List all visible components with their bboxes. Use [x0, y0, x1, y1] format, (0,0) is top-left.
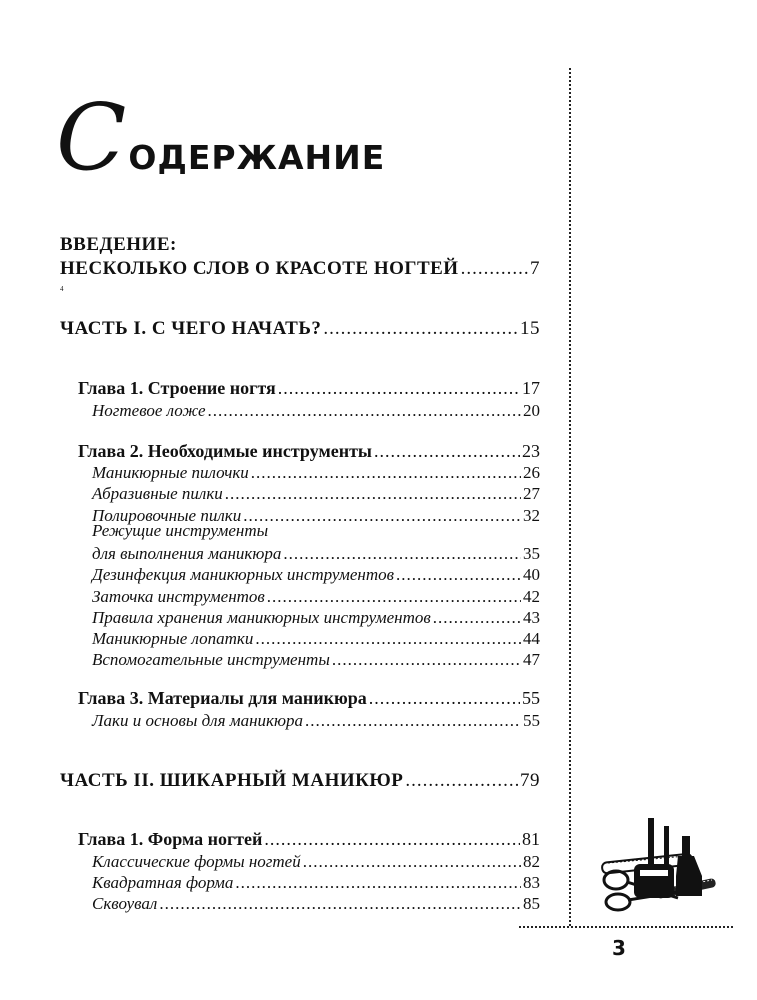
dot-leader — [369, 688, 520, 709]
toc-page-number: 82 — [523, 852, 540, 871]
dot-leader — [323, 318, 518, 340]
toc-entry-title: Глава 3. Материалы для маникюра — [78, 688, 367, 708]
toc-page-number: 79 — [520, 770, 540, 791]
dot-leader — [159, 894, 521, 914]
dot-leader — [251, 463, 521, 483]
dot-leader — [303, 852, 521, 872]
toc-chapter-part2-1[interactable] — [78, 829, 540, 850]
toc-page-number: 42 — [523, 587, 540, 606]
toc-entry-title: Дезинфекция маникюрных инструментов — [92, 565, 395, 584]
dot-leader — [225, 484, 521, 504]
toc-entry-title: Глава 2. Необходимые инструменты — [78, 441, 372, 461]
toc-subentry[interactable] — [92, 401, 540, 421]
dot-leader — [305, 711, 521, 731]
manicure-tools-icon — [598, 816, 718, 916]
toc-page-number: 40 — [523, 565, 540, 584]
dot-leader — [278, 378, 520, 399]
toc-subentry[interactable] — [92, 565, 540, 585]
toc-page-number: 32 — [523, 506, 540, 525]
toc-page-number: 55 — [522, 688, 540, 708]
toc-chapter-3[interactable] — [78, 688, 540, 709]
dot-leader — [374, 441, 520, 462]
toc-page-number: 26 — [523, 463, 540, 482]
toc-entry-title: Глава 1. Форма ногтей — [78, 829, 263, 849]
toc-page-number: 85 — [523, 894, 540, 913]
print-speck: 4 — [60, 285, 64, 293]
toc-subentry[interactable] — [92, 463, 540, 483]
toc-part-1[interactable] — [60, 318, 540, 340]
toc-entry-title: Маникюрные пилочки — [92, 463, 249, 482]
toc-part-2[interactable] — [60, 770, 540, 792]
toc-chapter-2[interactable] — [78, 441, 540, 462]
dot-leader — [283, 544, 521, 564]
toc-subentry[interactable] — [92, 650, 540, 670]
page-number: 3 — [612, 936, 626, 960]
dot-leader — [267, 587, 521, 607]
toc-page-number: 27 — [523, 484, 540, 503]
toc-entry-title: Квадратная форма — [92, 873, 234, 892]
dot-leader — [332, 650, 521, 670]
toc-entry-title: Правила хранения маникюрных инструментов — [92, 608, 431, 627]
toc-page-number: 83 — [523, 873, 540, 892]
toc-entry-intro[interactable] — [60, 258, 540, 280]
dot-leader — [405, 770, 518, 792]
dot-leader — [264, 829, 520, 850]
toc-entry-title: Полировочные пилки — [92, 506, 242, 525]
dot-leader — [235, 873, 521, 893]
intro-heading: ВВЕДЕНИЕ: — [60, 234, 177, 255]
toc-entry-title: Классические формы ногтей — [92, 852, 301, 871]
dot-leader — [208, 401, 521, 421]
dot-leader — [396, 565, 521, 585]
title-initial: С — [56, 84, 127, 191]
dot-leader — [433, 608, 521, 628]
vertical-dotted-rule — [569, 68, 571, 926]
toc-entry-title: для выполнения маникюра — [92, 544, 282, 563]
toc-entry-title: Ногтевое ложе — [92, 401, 206, 420]
toc-subentry[interactable] — [92, 608, 540, 628]
toc-page-number: 15 — [520, 318, 540, 339]
toc-chapter-1[interactable] — [78, 378, 540, 399]
toc-page-number: 20 — [523, 401, 540, 420]
toc-page-number: 44 — [523, 629, 540, 648]
toc-page-number: 35 — [523, 544, 540, 563]
toc-page-number: 55 — [523, 711, 540, 730]
toc-entry-title: НЕСКОЛЬКО СЛОВ О КРАСОТЕ НОГТЕЙ — [60, 258, 459, 279]
toc-entry-title: Абразивные пилки — [92, 484, 223, 503]
toc-page-number: 47 — [523, 650, 540, 669]
toc-page-number: 7 — [530, 258, 540, 279]
toc-entry-title: Сквоувал — [92, 894, 158, 913]
toc-subentry-continued: Режущие инструменты — [92, 521, 269, 540]
toc-entry-title: Глава 1. Строение ногтя — [78, 378, 276, 398]
toc-page-number: 43 — [523, 608, 540, 627]
toc-subentry[interactable] — [92, 629, 540, 649]
toc-subentry[interactable] — [92, 852, 540, 872]
toc-subentry[interactable] — [92, 711, 540, 731]
toc-subentry[interactable] — [92, 484, 540, 504]
toc-subentry[interactable] — [92, 544, 540, 564]
title-rest: ОДЕРЖАНИЕ — [128, 138, 386, 177]
horizontal-dotted-rule — [519, 926, 733, 928]
toc-subentry[interactable] — [92, 587, 540, 607]
toc-page-number: 17 — [522, 378, 540, 398]
page-title — [56, 84, 386, 191]
dot-leader — [461, 258, 528, 280]
dot-leader — [255, 629, 521, 649]
toc-entry-title: ЧАСТЬ I. С ЧЕГО НАЧАТЬ? — [60, 318, 322, 339]
toc-page-number: 23 — [522, 441, 540, 461]
toc-entry-title: Заточка инструментов — [92, 587, 265, 606]
toc-subentry[interactable] — [92, 873, 540, 893]
toc-entry-title: Маникюрные лопатки — [92, 629, 254, 648]
toc-entry-title: Лаки и основы для маникюра — [92, 711, 303, 730]
toc-page-number: 81 — [522, 829, 540, 849]
toc-entry-title: ЧАСТЬ II. ШИКАРНЫЙ МАНИКЮР — [60, 770, 404, 791]
toc-subentry[interactable] — [92, 894, 540, 914]
toc-entry-title: Вспомогательные инструменты — [92, 650, 330, 669]
